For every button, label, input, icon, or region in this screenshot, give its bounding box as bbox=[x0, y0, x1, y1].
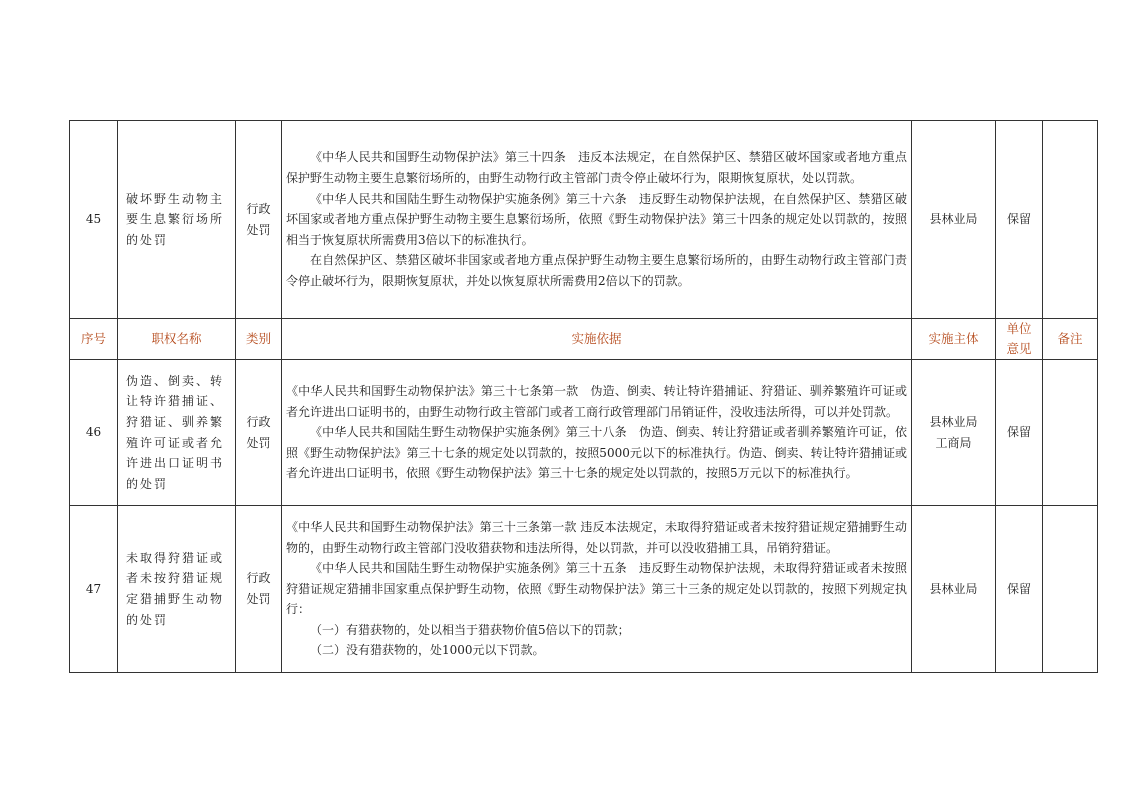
authority-table bbox=[69, 120, 1098, 673]
category-line-2: 处罚 bbox=[246, 435, 271, 450]
subject-cell bbox=[912, 506, 996, 673]
table-row bbox=[70, 506, 1098, 673]
subject-cell bbox=[912, 360, 996, 506]
subject-line-1: 县林业局 bbox=[929, 212, 978, 227]
remark-cell bbox=[1043, 121, 1098, 319]
document-page bbox=[69, 120, 1083, 673]
subject-cell bbox=[912, 121, 996, 319]
authority-name: 未取得狩猎证或者未按狩猎证规定猎捕野生动物的处罚 bbox=[118, 506, 236, 673]
basis-paragraph: 《中华人民共和国陆生野生动物保护实施条例》第三十八条 伪造、倒卖、转让狩猎证或者驯养繁殖许可证，依照《野生动物保护法》第三十七条的规定处以罚款的，按照5000元以下的标准执行。伪造、倒卖、转让特许猎捕证或者允许进出口证明书，依照《野生动物保护法》第三十七条的规定处以罚款的，按照5万元以下的标准执行。 bbox=[286, 425, 907, 481]
basis-cell bbox=[282, 360, 912, 506]
category-line-1: 行政 bbox=[246, 201, 271, 216]
basis-paragraph: 《中华人民共和国野生动物保护法》第三十七条第一款 伪造、倒卖、转让特许猎捕证、狩猎证、驯养繁殖许可证或者允许进出口证明书的，由野生动物行政主管部门或者工商行政管理部门吊销证件，没收违法所得，可以并处罚款。 bbox=[286, 384, 907, 419]
header-opinion-line-1: 单位 bbox=[1006, 321, 1032, 336]
header-no: 序号 bbox=[70, 319, 118, 360]
header-remark: 备注 bbox=[1043, 319, 1098, 360]
category-cell bbox=[236, 121, 282, 319]
remark-cell bbox=[1043, 360, 1098, 506]
category-cell bbox=[236, 360, 282, 506]
table-row bbox=[70, 121, 1098, 319]
opinion-cell: 保留 bbox=[996, 360, 1043, 506]
basis-paragraph: 《中华人民共和国野生动物保护法》第三十四条 违反本法规定，在自然保护区、禁猎区破坏国家或者地方重点保护野生动物主要生息繁衍场所的，由野生动物行政主管部门责令停止破坏行为，限期恢复原状，处以罚款。 bbox=[286, 150, 907, 186]
basis-paragraph: 在自然保护区、禁猎区破坏非国家或者地方重点保护野生动物主要生息繁衍场所的，由野生动物行政主管部门责令停止破坏行为，限期恢复原状，并处以恢复原状所需费用2倍以下的罚款。 bbox=[286, 253, 907, 288]
category-line-2: 处罚 bbox=[246, 592, 271, 606]
header-name: 职权名称 bbox=[118, 319, 236, 360]
opinion-cell: 保留 bbox=[996, 506, 1043, 673]
header-opinion bbox=[996, 319, 1043, 360]
category-line-2: 处罚 bbox=[246, 222, 271, 237]
row-number: 47 bbox=[70, 506, 118, 673]
basis-cell bbox=[282, 506, 912, 673]
category-line-1: 行政 bbox=[246, 414, 271, 429]
basis-paragraph: （二）没有猎获物的，处1000元以下罚款。 bbox=[310, 643, 545, 658]
header-opinion-line-2: 意见 bbox=[1006, 341, 1032, 356]
basis-paragraph: 《中华人民共和国陆生野生动物保护实施条例》第三十六条 违反野生动物保护法规，在自然保护区、禁猎区破坏国家或者地方重点保护野生动物主要生息繁衍场所，依照《野生动物保护法》第三十四条的规定处以罚款的，按照相当于恢复原状所需费用3倍以下的标准执行。 bbox=[286, 191, 907, 247]
header-category: 类别 bbox=[236, 319, 282, 360]
row-number: 46 bbox=[70, 360, 118, 506]
subject-line-1: 县林业局 bbox=[929, 414, 978, 429]
row-number: 45 bbox=[70, 121, 118, 319]
authority-name: 伪造、倒卖、转让特许猎捕证、狩猎证、驯养繁殖许可证或者允许进出口证明书的处罚 bbox=[118, 360, 236, 506]
table-row bbox=[70, 360, 1098, 506]
header-basis: 实施依据 bbox=[282, 319, 912, 360]
subject-line-1: 县林业局 bbox=[929, 581, 978, 596]
header-subject: 实施主体 bbox=[912, 319, 996, 360]
basis-paragraph: 《中华人民共和国陆生野生动物保护实施条例》第三十五条 违反野生动物保护法规，未取得狩猎证或者未按照狩猎证规定猎捕非国家重点保护野生动物，依照《野生动物保护法》第三十三条的规定处以罚款的，按照下列规定执行： bbox=[286, 561, 907, 617]
basis-cell bbox=[282, 121, 912, 319]
subject-line-2: 工商局 bbox=[935, 435, 972, 450]
basis-paragraph: （一）有猎获物的，处以相当于猎获物价值5倍以下的罚款； bbox=[310, 622, 630, 637]
category-cell bbox=[236, 506, 282, 673]
remark-cell bbox=[1043, 506, 1098, 673]
basis-paragraph: 《中华人民共和国野生动物保护法》第三十三条第一款 违反本法规定，未取得狩猎证或者未按狩猎证规定猎捕野生动物的，由野生动物行政主管部门没收猎获物和违法所得，处以罚款，并可以没收猎捕工具，吊销狩猎证。 bbox=[286, 519, 907, 555]
opinion-cell: 保留 bbox=[996, 121, 1043, 319]
category-line-1: 行政 bbox=[246, 571, 271, 586]
authority-name: 破坏野生动物主要生息繁衍场所的处罚 bbox=[118, 121, 236, 319]
header-row bbox=[70, 319, 1098, 360]
